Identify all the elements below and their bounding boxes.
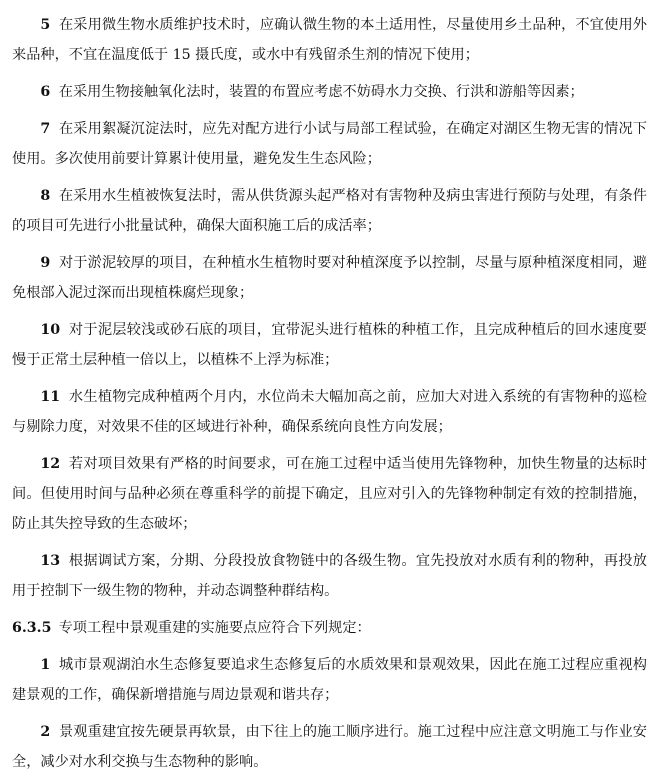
item-number: 8 [40,188,51,204]
item-number: 13 [40,553,61,569]
item-number: 9 [40,255,51,271]
list-item-13 [12,546,647,606]
item-text: 对于淤泥较厚的项目，在种植水生植物时要对种植深度予以控制，尽量与原种植深度相同，避免根部入泥过深而出现植株腐烂现象； [12,255,647,301]
item-text: 在采用絮凝沉淀法时，应先对配方进行小试与局部工程试验，在确定对湖区生物无害的情况下使用。多次使用前要计算累计使用量，避免发生生态风险； [12,121,647,167]
item-text: 在采用微生物水质维护技术时，应确认微生物的本土适用性，尽量使用乡土品种，不宜使用外来品种，不宜在温度低于 15 摄氏度，或水中有残留杀生剂的情况下使用； [12,17,647,63]
item-text: 水生植物完成种植两个月内，水位尚未大幅加高之前，应加大对进入系统的有害物种的巡检与剔除力度，对效果不佳的区域进行补种，确保系统向良性方向发展； [12,389,647,435]
item-number: 1 [40,657,51,673]
item-text: 在采用水生植被恢复法时，需从供货源头起严格对有害物种及病虫害进行预防与处理，有条件的项目可先进行小批量试种，确保大面积施工后的成活率； [12,188,647,234]
list-item-9 [12,248,647,308]
item-text: 景观重建宜按先硬景再软景，由下往上的施工顺序进行。施工过程中应注意文明施工与作业安全，减少对水利交换与生态物种的影响。 [12,724,647,770]
item-number: 12 [40,456,61,472]
list-item-5 [12,10,647,70]
list-item-12 [12,449,647,539]
section-heading [12,613,647,643]
item-number: 6 [40,84,51,100]
item-number: 10 [40,322,61,338]
list-item-10 [12,315,647,375]
section-text: 专项工程中景观重建的实施要点应符合下列规定： [58,620,371,636]
item-number: 11 [40,389,61,405]
item-text: 根据调试方案，分期、分段投放食物链中的各级生物。宜先投放对水质有利的物种，再投放用于控制下一级生物的物种，并动态调整种群结构。 [12,553,647,599]
section-number: 6.3.5 [12,620,52,636]
item-number: 5 [40,17,51,33]
section-item-2 [12,717,647,777]
list-item-8 [12,181,647,241]
list-item-11 [12,382,647,442]
item-number: 2 [40,724,51,740]
section-item-1 [12,650,647,710]
item-number: 7 [40,121,51,137]
item-text: 城市景观湖泊水生态修复要追求生态修复后的水质效果和景观效果，因此在施工过程应重视构建景观的工作，确保新增措施与周边景观和谐共存； [12,657,647,703]
item-text: 在采用生物接触氧化法时，装置的布置应考虑不妨碍水力交换、行洪和游船等因素； [58,84,584,100]
item-text: 若对项目效果有严格的时间要求，可在施工过程中适当使用先锋物种，加快生物量的达标时间。但使用时间与品种必须在尊重科学的前提下确定，且应对引入的先锋物种制定有效的控制措施，防止其失控导致的生态破坏； [12,456,647,532]
item-text: 对于泥层较浅或砂石底的项目，宜带泥头进行植株的种植工作，且完成种植后的回水速度要慢于正常土层种植一倍以上，以植株不上浮为标准； [12,322,647,368]
list-item-7 [12,114,647,174]
list-item-6 [12,77,647,107]
